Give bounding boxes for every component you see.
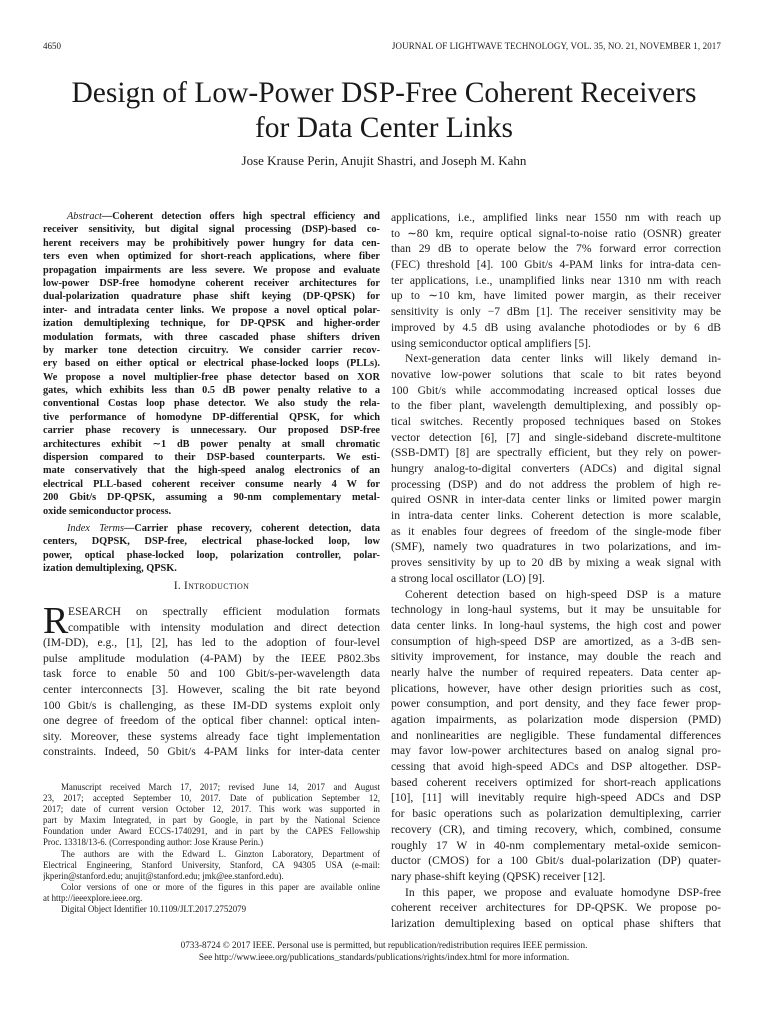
- abstract-line: 200 Gbit/s DP-QPSK, assuming a 90-nm complementary metal-: [43, 492, 380, 504]
- intro-line: constraints. Indeed, 50 Gbit/s 4-PAM links for inter-data center: [43, 745, 380, 759]
- body-line: ductor (CMOS) for a 100 Gbit/s dual-polarization (DP) quater-: [391, 854, 721, 868]
- footnote-line: Proc. 13318/13-6. (Corresponding author: Jose Krause Perin.): [43, 837, 264, 848]
- footnote-line: Manuscript received March 17, 2017; revised June 14, 2017 and August: [61, 782, 380, 792]
- body-line: quired OSNR in inter-data center links or limited power margin: [391, 493, 721, 507]
- copyright-line: 0733-8724 © 2017 IEEE. Personal use is permitted, but republication/redistribution requires IEEE permission.: [180, 940, 588, 950]
- footnote: [43, 782, 380, 915]
- body-line: vector detection [6], [7] and single-sideband discrete-multitone: [391, 430, 721, 444]
- body-line: (SMF), namely two quadratures in two polarizations, and im-: [391, 540, 721, 554]
- abstract-line: ters even when optimized for short-reach applications, where fiber: [43, 251, 380, 263]
- intro-line: one degree of freedom of the optical fiber channel: optical inten-: [43, 714, 380, 728]
- abstract-line: dual-polarization quadrature phase shift keying (DP-QPSK) for: [43, 291, 380, 303]
- body-line: (FEC) threshold [4]. 100 Gbit/s 4-PAM links for intra-data cen-: [391, 258, 721, 272]
- index-terms-line: centers, DQPSK, DSP-free, electrical phase-locked loop, low: [43, 536, 380, 548]
- body-line: Next-generation data center links will likely demand in-: [405, 352, 721, 366]
- author-list: Jose Krause Perin, Anujit Shastri, and Joseph M. Kahn: [241, 153, 527, 168]
- abstract-line: tive performance of homodyne DP-differential QPSK, for which: [43, 411, 380, 423]
- footnote-line: The authors are with the Edward L. Ginzton Laboratory, Department of: [61, 848, 380, 859]
- body-line: and nonlinearities are negligible. These fundamental differences: [391, 728, 721, 742]
- intro-line: ESEARCH on spectrally efficient modulation formats: [68, 605, 380, 618]
- body-line: agation impairments, as polarization mode dispersion (PMD): [391, 713, 721, 726]
- index-terms-line: ization demultiplexing, QPSK.: [43, 563, 177, 575]
- abstract-line: mate conservatively that the high-speed analog electronics of an: [43, 465, 380, 477]
- body-line: plications, however, have other design priorities such as cost,: [391, 681, 721, 695]
- body-line: based coherent receivers optimized for short-reach applications: [391, 775, 721, 789]
- title-line: for Data Center Links: [254, 112, 514, 144]
- section-heading: I. Introduction: [173, 580, 250, 592]
- body-line: up to ∼10 km, have limited power margin, as their receiver: [391, 289, 721, 303]
- body-line: (SSB-DMT) [8] are spectrally efficient, but they rely on power-: [391, 446, 721, 460]
- body-line: cessing that avoid high-speed ADCs and DSP altogether. DSP-: [391, 760, 721, 774]
- abstract-line: low-power DSP-free homodyne coherent receiver architectures for: [43, 277, 380, 289]
- intro-line: compatible with intensity modulation and direct detection: [68, 620, 380, 634]
- body-line: In this paper, we propose and evaluate homodyne DSP-free: [405, 885, 721, 899]
- abstract-line: by marker tone detection circuitry. We consider carrier recov-: [43, 344, 380, 356]
- body-line: improved by 4.5 dB using avalanche photodiodes or by 6 dB: [391, 320, 721, 334]
- index-terms-line: power, optical phase-locked loop, polarization controller, polar-: [43, 549, 380, 561]
- abstract-label: Abstract: [67, 211, 102, 222]
- body-line: than 29 dB to operate below the 7% forward error correction: [391, 242, 721, 256]
- intro-line: 100 Gbit/s is challenging, as these IM-DD systems exploit only: [43, 698, 380, 712]
- abstract-line: oxide semiconductor process.: [43, 505, 172, 517]
- body-line: to ∼80 km, require optical signal-to-noise ratio (OSNR) greater: [391, 226, 721, 240]
- abstract-line: herent receivers may be prohibitively power hungry for data cen-: [43, 237, 380, 249]
- abstract-line: receiver sensitivity, but digital signal processing (DSP)-based co-: [43, 224, 380, 236]
- abstract: [43, 210, 380, 518]
- abstract-line: carrier phase recovery is unnecessary. Our proposed DSP-free: [43, 425, 380, 437]
- body-line: using semiconductor optical amplifiers [5].: [391, 336, 591, 350]
- footnote-line: Foundation under Award ECCS-1740291, and in part by the CAPES Fellowship: [43, 826, 380, 837]
- abstract-line: gates, which exhibits less than 0.5 dB power penalty relative to a: [43, 385, 380, 397]
- abstract-line: modulation formats, with three cascaded phase shifters driven: [43, 331, 380, 343]
- abstract-line: electrical PLL-based coherent receiver consume nearly 4 W for: [43, 478, 380, 490]
- body-line: may favor low-power architectures based on analog signal pro-: [391, 744, 721, 758]
- abstract-line: architectures exhibit ∼1 dB power penalty at small chromatic: [43, 438, 380, 450]
- abstract-line: inter- and intradata center links. We propose a novel optical polar-: [43, 304, 380, 316]
- body-line: in intra-data center links. Coherent detection is more scalable,: [391, 509, 721, 523]
- body-line: 100 Gbit/s while accommodating increased optical losses due: [391, 383, 721, 397]
- abstract-line: ery based on either optical or electrical phase-locked loops (PLLs).: [43, 358, 380, 370]
- footnote-line: Digital Object Identifier 10.1109/JLT.2017.2752079: [61, 904, 247, 915]
- index-terms-line: Index Terms—Carrier phase recovery, coherent detection, data: [67, 523, 380, 534]
- abstract-line: We propose a novel multiplier-free phase detector based on XOR: [43, 371, 380, 383]
- footnote-line: at http://ieeexplore.ieee.org.: [43, 892, 143, 903]
- abstract-line: propagation impairments are less severe. We propose and evaluate: [43, 264, 380, 276]
- body-line: tical switches. Recently proposed techniques based on Stokes: [391, 414, 721, 428]
- footnote-line: Color versions of one or more of the figures in this paper are available online: [61, 881, 380, 892]
- body-line: larization demultiplexing based on optical phase shifters that: [391, 916, 721, 930]
- intro-line: sity. Moreover, these systems already face tight implementation: [43, 729, 380, 743]
- abstract-line: conventional Costas loop phase detector. We also study the rela-: [43, 398, 380, 410]
- intro-line: pulse amplitude modulation (4-PAM) by the IEEE P802.3bs: [43, 651, 380, 665]
- intro-line: center interconnects [3]. However, scaling the bit rate beyond: [43, 682, 380, 696]
- footnote-line: Electrical Engineering, Stanford University, Stanford, CA 94305 USA (e-mail:: [43, 859, 380, 870]
- body-line: roughly 17 W in 40-nm complementary metal-oxide semicon-: [391, 838, 721, 852]
- intro-line: (IM-DD), e.g., [1], [2], has led to the adoption of four-level: [43, 636, 380, 650]
- abstract-line: Abstract—Coherent detection offers high spectral efficiency and: [67, 211, 380, 222]
- paper-title: [30, 76, 738, 146]
- body-line: recovery (CR), and timing recovery, which, combined, consume: [391, 822, 721, 836]
- abstract-line: ization demultiplexing technique, for DP-QPSK and higher-order: [43, 318, 380, 330]
- body-line: for basic operations such as polarization demultiplexing, carrier: [391, 807, 721, 821]
- body-line: to the fiber plant, wavelength demultiplexing, and possibly op-: [391, 399, 721, 413]
- body-line: nearly halve the number of required repeaters. Data center ap-: [391, 665, 721, 679]
- body-line: coherent receiver architectures for DP-QPSK. We propose po-: [391, 901, 721, 915]
- body-line: processing (DSP) and do not address the problem of high re-: [391, 477, 721, 491]
- body-line: power consumption, and port density, and they face fewer prop-: [391, 697, 721, 711]
- footnote-line: 23, 2017; accepted September 10, 2017. Date of publication September 12,: [43, 793, 380, 804]
- body-line: consumption of high-speed DSP are amortized, as a 3-dB sen-: [391, 634, 721, 648]
- body-line: sitivity improvement, for instance, may double the reach and: [391, 650, 721, 664]
- right-column: [391, 210, 721, 932]
- page-number: 4650: [43, 41, 61, 51]
- body-line: [10], [11] will inevitably require high-speed ADCs and DSP: [391, 791, 721, 805]
- footnote-line: part by Maxim Integrated, in part by Google, in part by the National Science: [43, 815, 380, 826]
- index-terms-label: Index Terms: [67, 523, 125, 534]
- body-line: proves sensitivity by up to 20 dB by mixing a weak signal with: [391, 556, 721, 570]
- drop-cap: R: [43, 600, 69, 642]
- body-line: sensitivity is only −7 dBm [1]. The receiver sensitivity may be: [391, 305, 721, 319]
- body-line: technology in long-haul systems, but it may be unsuitable for: [391, 603, 721, 617]
- body-line: as it enables four degrees of freedom of the single-mode fiber: [391, 524, 721, 538]
- body-line: ter applications, i.e., unamplified links near 1310 nm with reach: [391, 273, 721, 287]
- footnote-line: jkperin@stanford.edu; anujit@stanford.edu; jmk@ee.stanford.edu).: [43, 870, 284, 881]
- intro-line: task force to enable 50 and 100 Gbit/s-per-wavelength data: [43, 667, 380, 681]
- body-line: data center links. In long-haul systems, the high cost and power: [391, 618, 721, 632]
- journal-header: JOURNAL OF LIGHTWAVE TECHNOLOGY, VOL. 35, NO. 21, NOVEMBER 1, 2017: [391, 41, 721, 51]
- title-line: Design of Low-Power DSP-Free Coherent Receivers: [71, 77, 697, 109]
- body-line: a strong local oscillator (LO) [9].: [391, 571, 545, 585]
- intro-left-column: [43, 600, 380, 760]
- body-line: applications, i.e., amplified links near 1550 nm with reach up: [391, 211, 721, 224]
- rights-url-line: See http://www.ieee.org/publications_standards/publications/rights/index.html for more information.: [198, 952, 570, 962]
- index-terms: [43, 522, 380, 576]
- footnote-line: 2017; date of current version October 12, 2017. This work was supported in: [43, 804, 380, 815]
- abstract-line: dispersion compared to their DSP-based counterparts. We esti-: [43, 452, 380, 464]
- body-line: hungry analog-to-digital converters (ADCs) and digital signal: [391, 462, 721, 475]
- body-line: nary phase-shift keying (QPSK) receiver [12].: [391, 869, 606, 883]
- body-line: novative low-power solutions that scale to bit rates beyond: [391, 367, 721, 381]
- body-line: Coherent detection based on high-speed DSP is a mature: [405, 587, 721, 601]
